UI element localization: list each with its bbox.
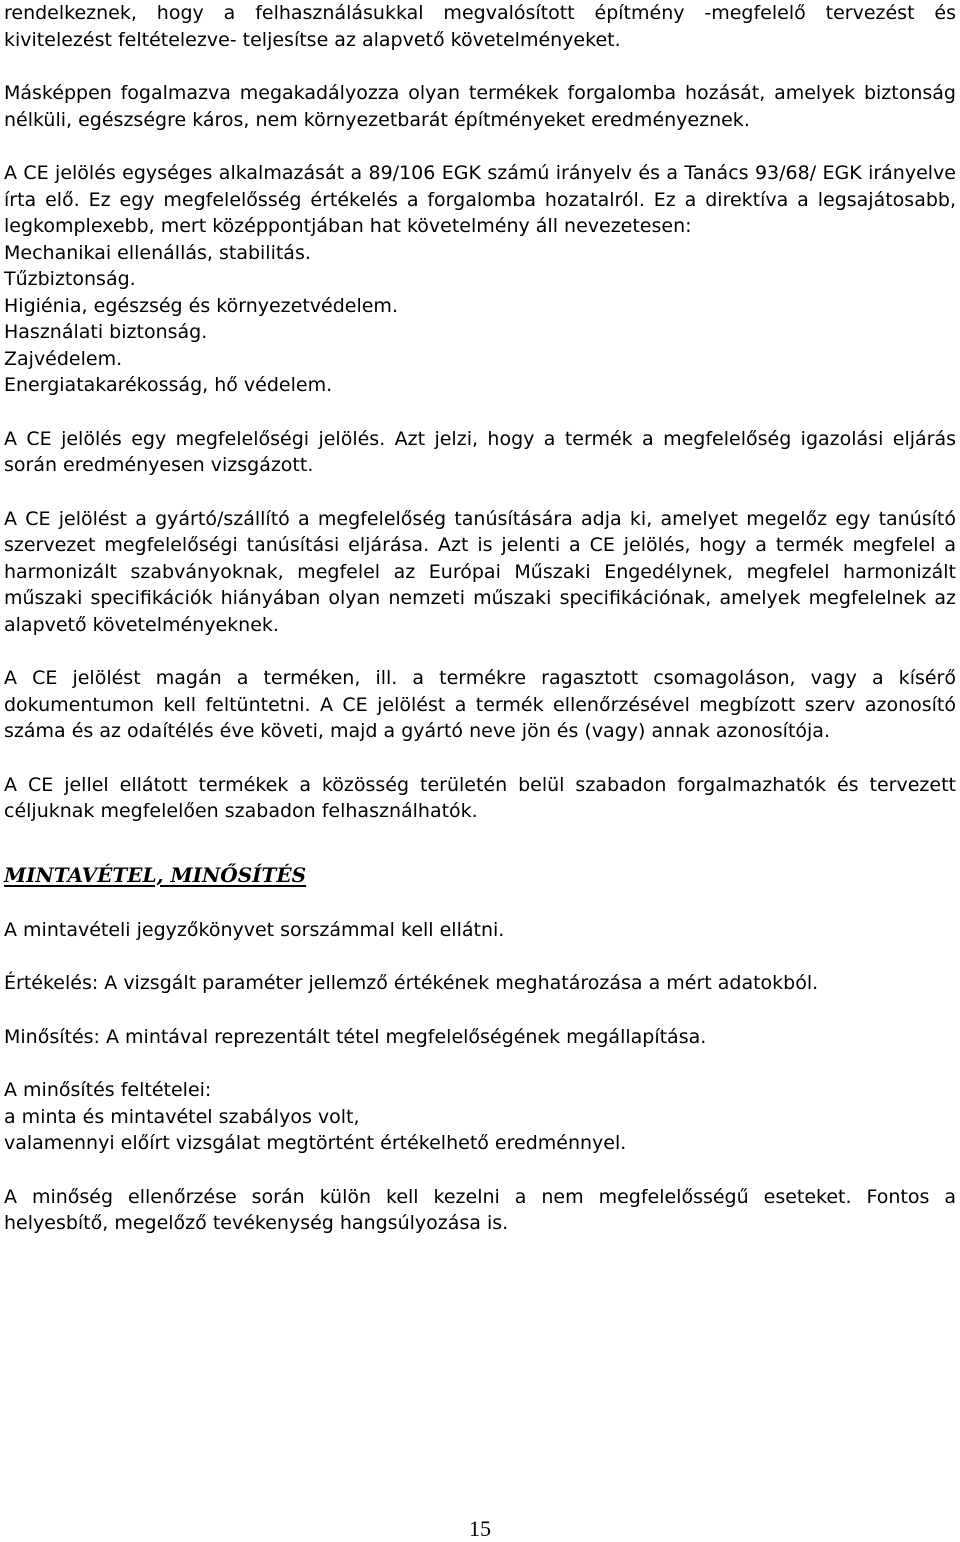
condition-item: a minta és mintavétel szabályos volt, <box>4 1105 360 1128</box>
requirement-item: Zajvédelem. <box>4 347 123 370</box>
paragraph-qualification: Minősítés: A mintával reprezentált tétel megfelelőségének megállapítása. <box>4 1025 707 1048</box>
paragraph-ce-marking: A CE jelölés egy megfelelőségi jelölés. Azt jelzi, hogy a termék a megfelelőség igazolási eljárás során eredményesen vizsgázott. <box>4 427 956 476</box>
conditions-title: A minősítés feltételei: <box>4 1079 212 1101</box>
requirement-item: Energiatakarékosság, hő védelem. <box>4 374 333 396</box>
conditions-block <box>4 1077 956 1157</box>
requirement-item: Használati biztonság. <box>4 321 208 343</box>
section-heading: MINTAVÉTEL, MINŐSÍTÉS <box>4 862 307 887</box>
paragraph-ce-placement: A CE jelölést magán a terméken, ill. a termékre ragasztott csomagoláson, vagy a kísérő dokumentumon kell feltüntetni. A CE jelölést a termék ellenőrzésével megbízott szerv azonosító száma és az odaítélés éve követi, majd a gyártó neve jön és (vagy) annak azonosítója. <box>4 667 956 742</box>
paragraph-ce-directive: A CE jelölés egységes alkalmazását a 89/106 EGK számú irányelv és a Tanács 93/68/ EGK irányelve írta elő. Ez egy megfelelősség értékelés a forgalomba hozatalról. Ez a direktíva a legsajátosabb, legkomplexebb, mert középpontjában hat követelmény áll nevezetesen: <box>4 162 956 237</box>
paragraph-ce-issuance: A CE jelölést a gyártó/szállító a megfelelőség tanúsítására adja ki, amelyet megelőz egy tanúsító szervezet megfelelőségi tanúsítási eljárása. Azt is jelenti a CE jelölés, hogy a termék megfelel a harmonizált szabványoknak, megfelel az Európai Műszaki Engedélynek, megfelel harmonizált műszaki specifikációk hiányában olyan nemzeti műszaki specifikációnak, amelyek megfelelnek az alapvető követelményeknek. <box>4 507 956 636</box>
paragraph-purpose: Másképpen fogalmazva megakadályozza olyan termékek forgalomba hozását, amelyek biztonság nélküli, egészségre káros, nem környezetbarát építményeket eredményeznek. <box>4 82 956 131</box>
paragraph-evaluation: Értékelés: A vizsgált paraméter jellemző értékének meghatározása a mért adatokból. <box>4 972 819 994</box>
requirements-list <box>4 240 956 399</box>
requirement-item: Tűzbiztonság. <box>4 268 136 290</box>
requirement-item: Mechanikai ellenállás, stabilitás. <box>4 241 311 264</box>
paragraph-sampling-record: A mintavételi jegyzőkönyvet sorszámmal kell ellátni. <box>4 918 505 941</box>
paragraph-intro-continuation: rendelkeznek, hogy a felhasználásukkal megvalósított építmény -megfelelő tervezést és kivitelezést feltételezve- teljesítse az alapvető követelményeket. <box>4 2 956 51</box>
page-number: 15 <box>469 1516 491 1541</box>
document-page <box>4 0 956 1237</box>
paragraph-ce-free-trade: A CE jellel ellátott termékek a közösség területén belül szabadon forgalmazhatók és tervezett céljuknak megfelelően szabadon felhasználhatók. <box>4 773 956 822</box>
paragraph-quality-control: A minőség ellenőrzése során külön kell kezelni a nem megfelelősségű eseteket. Fontos a helyesbítő, megelőző tevékenység hangsúlyozása is. <box>4 1185 956 1234</box>
condition-item: valamennyi előírt vizsgálat megtörtént értékelhető eredménnyel. <box>4 1132 627 1154</box>
requirement-item: Higiénia, egészség és környezetvédelem. <box>4 294 398 317</box>
